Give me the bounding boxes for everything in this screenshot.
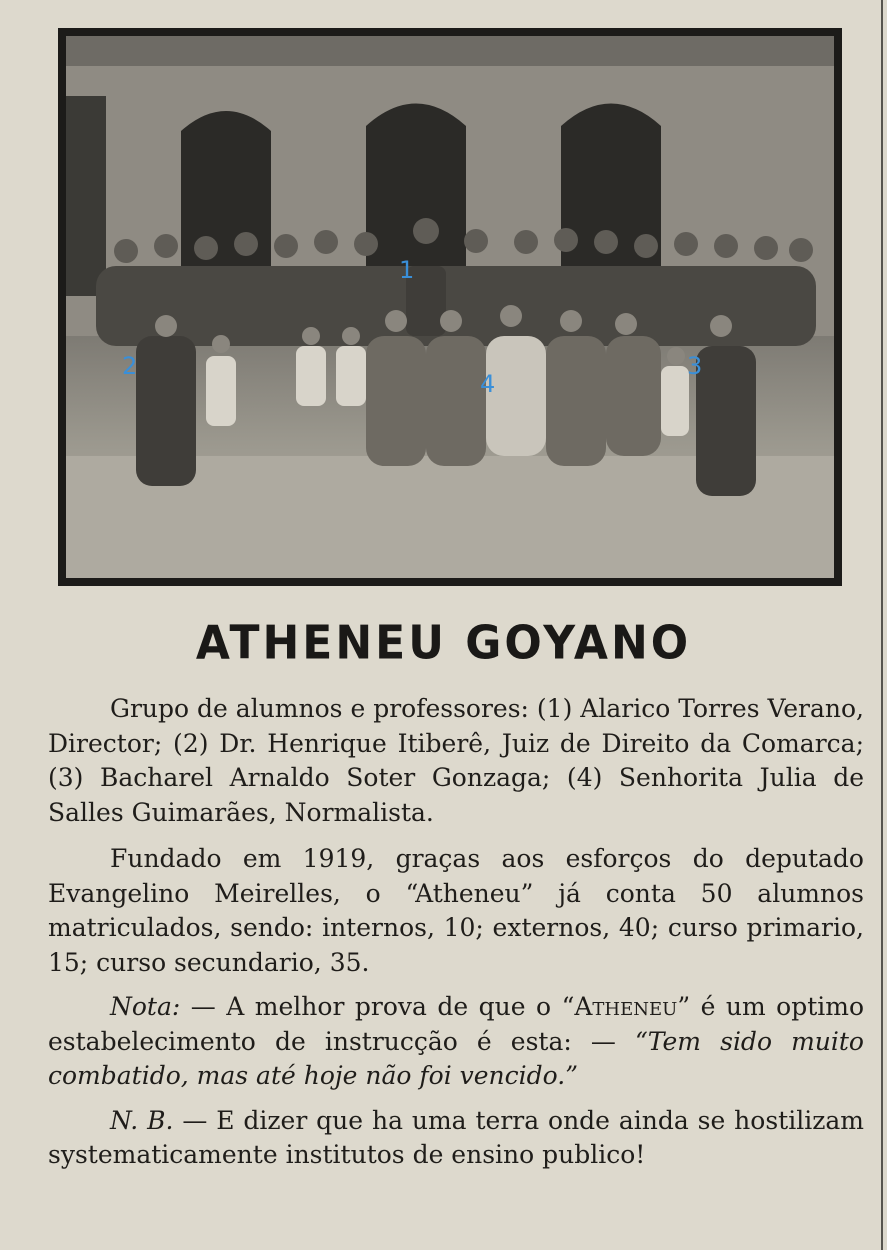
photo-marker-4: 4 (480, 370, 496, 398)
photo-marker-2: 2 (122, 352, 138, 380)
photo-marker-1: 1 (399, 256, 415, 284)
caption-paragraph: Grupo de alumnos e professores: (1) Alarico Torres Verano, Director; (2) Dr. Henrique Itiberê, Juiz de Direito da Comarca; (3) Bacharel Arnaldo Soter Gonzaga; (4) Senhorita Julia de Salles Guimarães, Normalista. (48, 694, 864, 827)
nota-quote: “Tem sido muito combatido, mas até hoje não foi vencido.” (48, 1026, 864, 1090)
body-paragraph-nb (48, 1104, 864, 1173)
body-paragraph-founded: Fundado em 1919, graças aos esforços do deputado Evangelino Meirelles, o “Atheneu” já conta 50 alumnos matriculados, sendo: internos, 10; externos, 40; curso primario, 15; curso secundario, 35. (48, 844, 864, 977)
article-text (48, 692, 864, 1185)
nota-label: Nota: (110, 992, 181, 1021)
nb-label: N. B. (110, 1105, 174, 1135)
body-paragraph-nota (48, 990, 864, 1094)
photo-frame (58, 28, 842, 586)
article-title: ATHENEU GOYANO (195, 616, 692, 671)
photo-marker-3: 3 (687, 352, 703, 380)
photo-illustration (66, 36, 834, 578)
nb-text: — E dizer que ha uma terra onde ainda se hostilizam systematicamente institutos de ensino publico! (48, 1105, 864, 1169)
nota-atheneu: Atheneu (574, 992, 678, 1021)
nota-text-b: ” é um optimo estabelecimento de instrucção é esta: — (48, 992, 864, 1056)
group-photo (66, 36, 834, 578)
nota-text-a: — A melhor prova de que o “ (180, 992, 575, 1021)
